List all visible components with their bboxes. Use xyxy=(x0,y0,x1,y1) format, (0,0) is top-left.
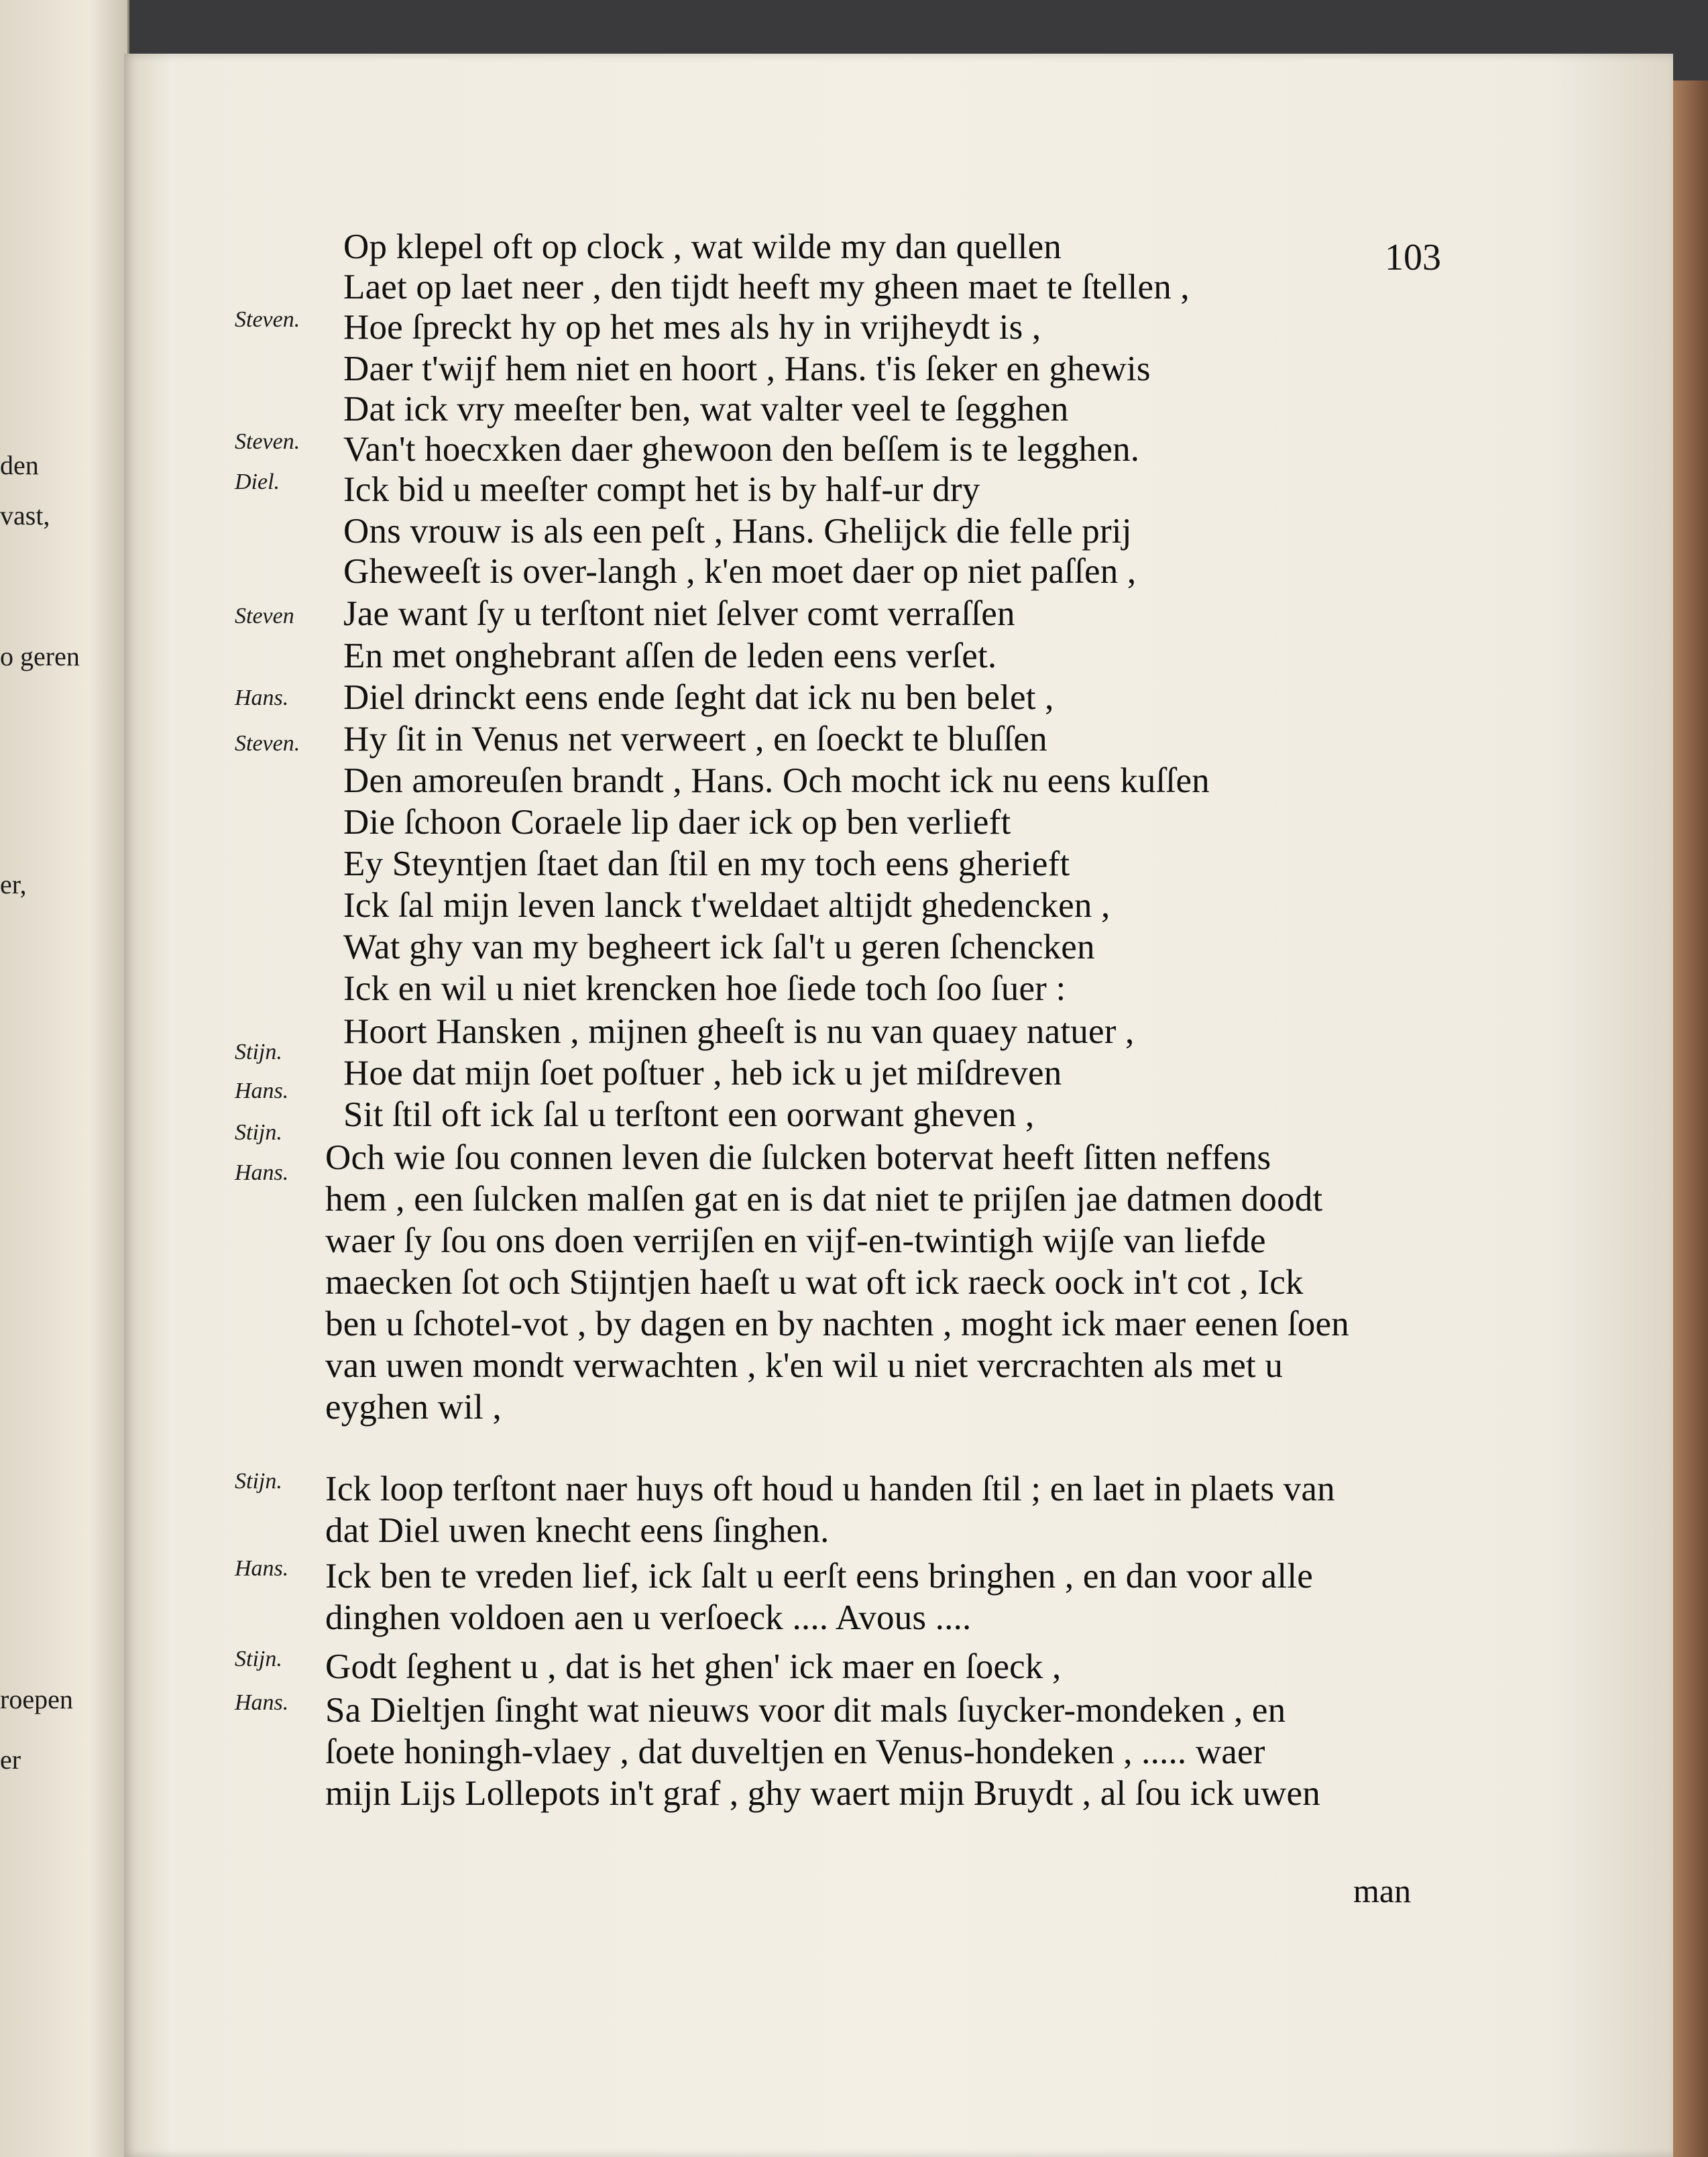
text-line: Ick en wil u niet krencken hoe ſiede toch ſoo ſuer : xyxy=(343,969,1066,1008)
left-fragment: er, xyxy=(0,869,27,899)
speaker-label: Steven. xyxy=(235,307,300,332)
left-fragment: er xyxy=(0,1745,21,1775)
speaker-label: Hans. xyxy=(235,685,289,710)
text-line: hem , een ſulcken malſen gat en is dat niet te prijſen jae datmen doodt xyxy=(325,1180,1323,1219)
text-line: Ick loop terſtont naer huys oft houd u handen ſtil ; en laet in plaets van xyxy=(325,1470,1335,1508)
text-line: Ick ben te vreden lief, ick ſalt u eerſt eens bringhen , en dan voor alle xyxy=(325,1557,1313,1596)
speaker-label: Steven xyxy=(235,604,294,628)
text-line: Van't hoecxken daer ghewoon den beſſem is te legghen. xyxy=(343,430,1140,469)
left-fragment: vast, xyxy=(0,500,50,531)
speaker-label: Hans. xyxy=(235,1160,289,1185)
text-line: Och wie ſou connen leven die ſulcken botervat heeft ſitten neffens xyxy=(325,1138,1271,1177)
speaker-label: Hans. xyxy=(235,1690,289,1715)
text-line: Hoort Hansken , mijnen gheeſt is nu van quaey natuer , xyxy=(343,1012,1135,1051)
text-line: Dat ick vry meeſter ben, wat valter veel te ſegghen xyxy=(343,390,1069,429)
text-line: ſoete honingh-vlaey , dat duveltjen en Venus-hondeken , ..... waer xyxy=(325,1732,1265,1771)
left-fragment: roepen xyxy=(0,1684,73,1714)
speaker-label: Stijn. xyxy=(235,1120,282,1145)
text-line: eyghen wil , xyxy=(325,1388,502,1427)
speaker-label: Stijn. xyxy=(235,1469,282,1494)
text-line: En met onghebrant aſſen de leden eens verſet. xyxy=(343,637,997,675)
text-line: Godt ſeghent u , dat is het ghen' ick maer en ſoeck , xyxy=(325,1647,1062,1686)
text-line: Ick ſal mijn leven lanck t'weldaet altijdt ghedencken , xyxy=(343,886,1111,925)
catchword: man xyxy=(1353,1872,1412,1910)
speaker-label: Hans. xyxy=(235,1556,289,1581)
text-line: Daer t'wijf hem niet en hoort , Hans. t'is ſeker en ghewis xyxy=(343,349,1151,388)
text-line: Sit ſtil oft ick ſal u terſtont een oorwant gheven , xyxy=(343,1095,1035,1134)
text-line: dat Diel uwen knecht eens ſinghen. xyxy=(325,1511,830,1550)
text-line: Jae want ſy u terſtont niet ſelver comt verraſſen xyxy=(343,594,1015,633)
text-line: mijn Lijs Lollepots in't graf , ghy waert mijn Bruydt , al ſou ick uwen xyxy=(325,1774,1320,1813)
speaker-label: Stijn. xyxy=(235,1040,282,1064)
text-line: Den amoreuſen brandt , Hans. Och mocht ick nu eens kuſſen xyxy=(343,761,1210,800)
text-line: Laet op laet neer , den tijdt heeft my gheen maet te ſtellen , xyxy=(343,268,1190,307)
left-fragment: o geren xyxy=(0,641,80,671)
speaker-label: Steven. xyxy=(235,731,300,756)
text-line: Hoe dat mijn ſoet poſtuer , heb ick u jet miſdreven xyxy=(343,1054,1062,1093)
speaker-label: Steven. xyxy=(235,429,300,454)
text-line: ben u ſchotel-vot , by dagen en by nachten , moght ick maer eenen ſoen xyxy=(325,1305,1349,1343)
text-line: Op klepel oft op clock , wat wilde my dan quellen xyxy=(343,227,1062,266)
text-line: Ick bid u meeſter compt het is by half-ur dry xyxy=(343,470,980,509)
speaker-label: Stijn. xyxy=(235,1647,282,1671)
page-number: 103 xyxy=(1385,237,1441,278)
text-line: Ey Steyntjen ſtaet dan ſtil en my toch eens gherieft xyxy=(343,844,1070,883)
book-page xyxy=(124,54,1673,2157)
text-line: Sa Dieltjen ſinght wat nieuws voor dit mals ſuycker-mondeken , en xyxy=(325,1691,1286,1730)
text-line: Diel drinckt eens ende ſeght dat ick nu ben belet , xyxy=(343,678,1054,717)
left-page xyxy=(0,0,129,2157)
text-line: waer ſy ſou ons doen verrijſen en vijf-en-twintigh wijſe van liefde xyxy=(325,1221,1266,1260)
text-line: Die ſchoon Coraele lip daer ick op ben verlieft xyxy=(343,803,1011,842)
text-line: van uwen mondt verwachten , k'en wil u niet vercrachten als met u xyxy=(325,1346,1284,1385)
text-line: Hoe ſpreckt hy op het mes als hy in vrijheydt is , xyxy=(343,308,1041,347)
text-line: dinghen voldoen aen u verſoeck .... Avous .... xyxy=(325,1598,972,1637)
text-line: Wat ghy van my begheert ick ſal't u geren ſchencken xyxy=(343,928,1095,966)
text-line: maecken ſot och Stijntjen haeſt u wat oft ick raeck oock in't cot , Ick xyxy=(325,1263,1304,1302)
speaker-label: Hans. xyxy=(235,1078,289,1103)
speaker-label: Diel. xyxy=(235,469,280,494)
left-fragment: den xyxy=(0,450,39,480)
text-line: Ons vrouw is als een peſt , Hans. Ghelijck die felle prij xyxy=(343,512,1132,551)
text-line: Gheweeſt is over-langh , k'en moet daer op niet paſſen , xyxy=(343,552,1137,591)
text-line: Hy ſit in Venus net verweert , en ſoeckt te bluſſen xyxy=(343,720,1047,759)
